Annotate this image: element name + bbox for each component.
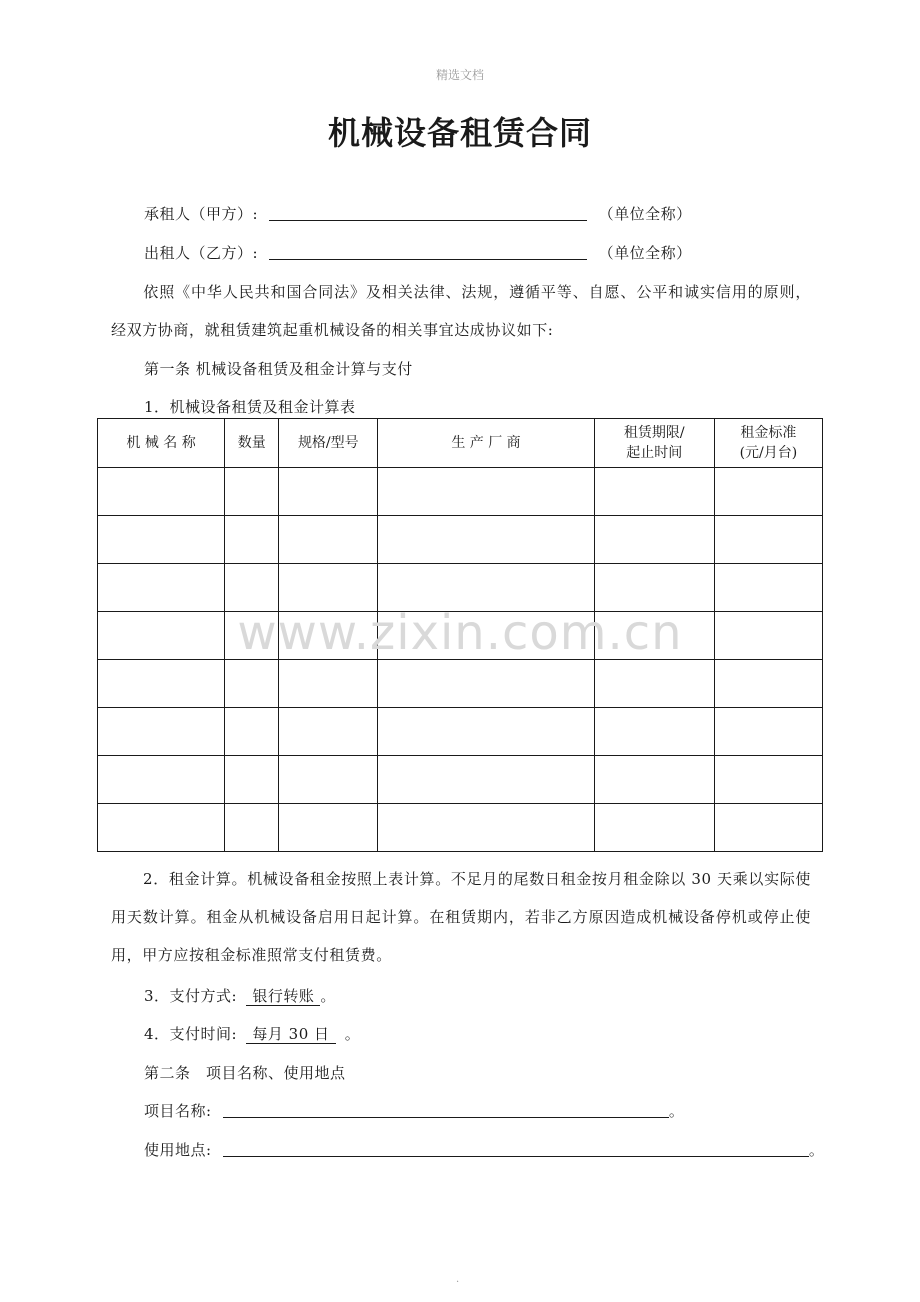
document-title: 机械设备租赁合同 — [327, 114, 592, 152]
lessor-row — [144, 242, 692, 263]
lessor-suffix: （单位全称） — [598, 244, 692, 262]
table-row — [98, 756, 823, 804]
table-cell[interactable] — [98, 804, 225, 852]
col-header-period-line1: 租赁期限/ — [623, 425, 685, 441]
project-name-end: 。 — [668, 1102, 685, 1120]
payment-time-end: 。 — [344, 1025, 361, 1043]
table-cell[interactable] — [378, 756, 594, 804]
table-cell[interactable] — [98, 516, 225, 564]
table-row — [98, 468, 823, 516]
location-field[interactable] — [223, 1139, 809, 1157]
table-cell[interactable] — [378, 708, 594, 756]
rent-calc-paragraph — [111, 860, 811, 974]
table-cell[interactable] — [279, 804, 378, 852]
watermark: www.zixin.com.cn — [237, 605, 683, 661]
col-header-rent-line1: 租金标准 — [740, 425, 797, 441]
table-cell[interactable] — [714, 708, 822, 756]
payment-method-row — [144, 985, 336, 1006]
table-row — [98, 660, 823, 708]
lessee-row — [144, 203, 692, 224]
col-header-period-line2: 起止时间 — [626, 445, 683, 461]
table-title: 1．机械设备租赁及租金计算表 — [144, 398, 356, 416]
col-header-manufacturer: 生 产 厂 商 — [378, 419, 594, 468]
table-header-row — [98, 419, 823, 468]
lessor-label: 出租人（乙方）: — [144, 244, 259, 262]
table-cell[interactable] — [378, 516, 594, 564]
project-name-row — [144, 1100, 684, 1121]
footer-mark: . — [456, 1274, 460, 1285]
col-header-model: 规格/型号 — [279, 419, 378, 468]
table-cell[interactable] — [225, 804, 279, 852]
location-row — [144, 1139, 824, 1160]
table-cell[interactable] — [98, 468, 225, 516]
lessee-suffix: （单位全称） — [598, 205, 692, 223]
table-cell[interactable] — [225, 516, 279, 564]
table-cell[interactable] — [378, 660, 594, 708]
table-cell[interactable] — [98, 708, 225, 756]
project-name-label: 项目名称: — [144, 1102, 212, 1120]
table-cell[interactable] — [279, 660, 378, 708]
location-end: 。 — [808, 1141, 825, 1159]
table-cell[interactable] — [225, 468, 279, 516]
location-label: 使用地点: — [144, 1141, 212, 1159]
table-cell[interactable] — [279, 516, 378, 564]
col-header-name: 机 械 名 称 — [98, 419, 225, 468]
col-header-quantity: 数量 — [225, 419, 279, 468]
rent-calc-text: 2．租金计算。机械设备租金按照上表计算。不足月的尾数日租金按月租金除以 30 天乘以实际使用天数计算。租金从机械设备启用日起计算。在租赁期内，若非乙方原因造成机械设备停机或停止使用，甲方应按租金标准照常支付租赁费。 — [111, 870, 811, 964]
table-cell[interactable] — [594, 516, 714, 564]
table-cell[interactable] — [714, 756, 822, 804]
table-cell[interactable] — [714, 516, 822, 564]
table-cell[interactable] — [594, 708, 714, 756]
col-header-rent-line2: (元/月台) — [739, 445, 798, 461]
table-cell[interactable] — [279, 708, 378, 756]
table-cell[interactable] — [378, 804, 594, 852]
table-cell[interactable] — [714, 468, 822, 516]
article1-heading: 第一条 机械设备租赁及租金计算与支付 — [144, 360, 413, 378]
table-cell[interactable] — [594, 756, 714, 804]
col-header-rent — [714, 419, 822, 468]
table-cell[interactable] — [594, 804, 714, 852]
header-label: 精选文档 — [435, 68, 484, 82]
table-cell[interactable] — [225, 708, 279, 756]
payment-time-label: 4．支付时间: — [144, 1025, 238, 1043]
payment-method-label: 3．支付方式: — [144, 987, 238, 1005]
table-cell[interactable] — [225, 660, 279, 708]
project-name-field[interactable] — [223, 1100, 669, 1118]
col-header-period — [594, 419, 714, 468]
lessee-field[interactable] — [269, 203, 587, 221]
table-cell[interactable] — [594, 660, 714, 708]
table-cell[interactable] — [279, 468, 378, 516]
table-cell[interactable] — [279, 756, 378, 804]
table-row — [98, 708, 823, 756]
lessor-field[interactable] — [269, 242, 587, 260]
table-cell[interactable] — [98, 756, 225, 804]
payment-time-value[interactable]: 每月 30 日 — [246, 1025, 335, 1044]
table-row — [98, 516, 823, 564]
table-cell[interactable] — [225, 756, 279, 804]
table-cell[interactable] — [714, 660, 822, 708]
payment-method-value[interactable]: 银行转账 — [246, 987, 320, 1006]
article2-heading: 第二条 项目名称、使用地点 — [144, 1064, 346, 1082]
intro-text: 依照《中华人民共和国合同法》及相关法律、法规，遵循平等、自愿、公平和诚实信用的原则，经双方协商，就租赁建筑起重机械设备的相关事宜达成协议如下: — [111, 283, 811, 339]
table-cell[interactable] — [98, 660, 225, 708]
table-cell[interactable] — [714, 804, 822, 852]
payment-method-end: 。 — [320, 987, 336, 1005]
table-row — [98, 804, 823, 852]
table-cell[interactable] — [378, 468, 594, 516]
lessee-label: 承租人（甲方）: — [144, 205, 259, 223]
payment-time-row — [144, 1023, 360, 1044]
table-cell[interactable] — [594, 468, 714, 516]
intro-paragraph — [111, 273, 811, 349]
